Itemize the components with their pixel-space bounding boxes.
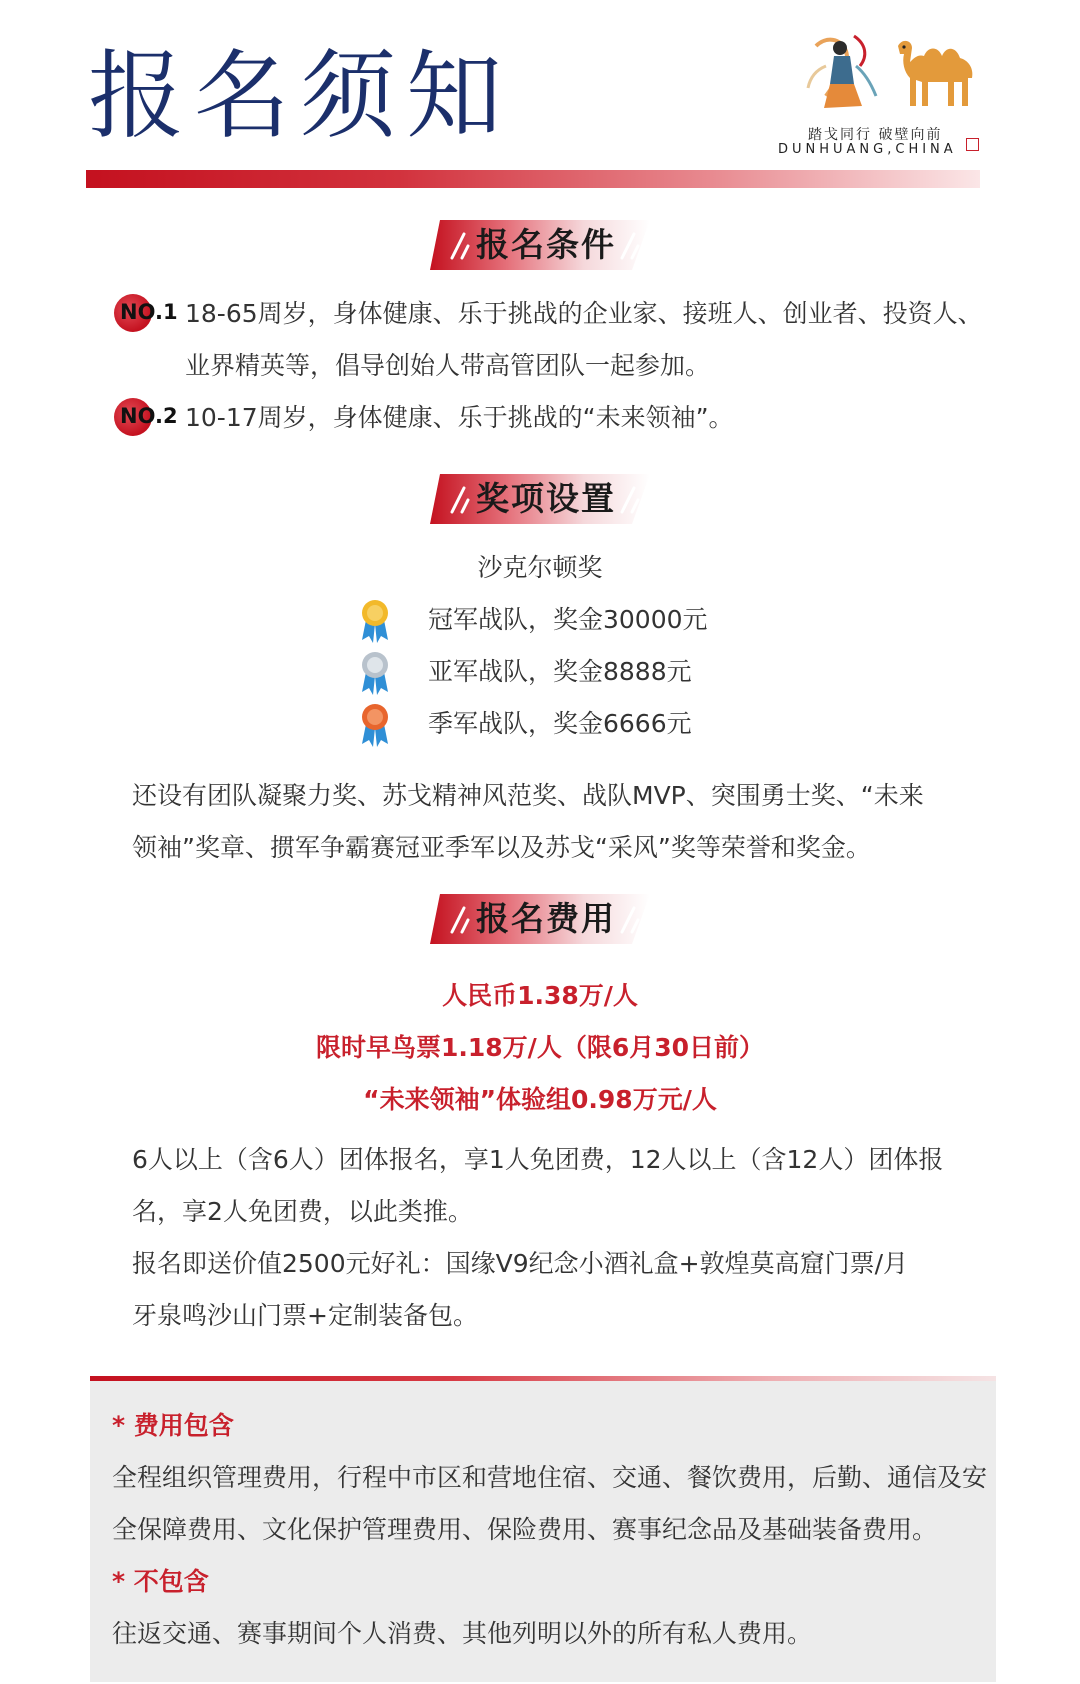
included-heading: * 费用包含 [112, 1411, 234, 1440]
brand-subtitle: DUNHUANG,CHINA [778, 142, 957, 157]
brand-slogan: 踏戈同行 破壁向前 [808, 127, 943, 143]
condition-line: 业界精英等，倡导创始人带高管团队一起参加。 [185, 351, 711, 380]
badge-label: NO.1 [120, 300, 178, 324]
section-banner-conditions [426, 216, 658, 274]
group-discount-line: 名，享2人免团费，以此类推。 [132, 1197, 473, 1226]
badge-label: NO.2 [120, 404, 178, 428]
other-awards-line: 还设有团队凝聚力奖、苏戈精神风范奖、战队MVP、突围勇士奖、“未来 [132, 781, 924, 810]
fee-price: 限时早鸟票1.18万/人（限6月30日前） [316, 1033, 764, 1062]
group-discount-line: 6人以上（含6人）团体报名，享1人免团费，12人以上（含12人）团体报 [132, 1145, 944, 1174]
section-banner-fees [426, 890, 658, 948]
excluded-line: 往返交通、赛事期间个人消费、其他列明以外的所有私人费用。 [112, 1619, 813, 1648]
gift-line: 牙泉鸣沙山门票+定制装备包。 [132, 1301, 478, 1330]
fee-price: “未来领袖”体验组0.98万元/人 [363, 1085, 717, 1114]
bronze-medal-icon [358, 702, 392, 748]
seal-icon [966, 138, 979, 151]
prize-text: 冠军战队，奖金30000元 [428, 605, 708, 634]
condition-line: 18-65周岁，身体健康、乐于挑战的企业家、接班人、创业者、投资人、 [185, 299, 983, 328]
gold-medal-icon [358, 598, 392, 644]
section-title: 报名条件 [476, 225, 616, 264]
included-line: 全保障费用、文化保护管理费用、保险费用、赛事纪念品及基础装备费用。 [112, 1515, 938, 1544]
other-awards-line: 领袖”奖章、掼军争霸赛冠亚季军以及苏戈“采风”奖等荣誉和奖金。 [132, 833, 871, 862]
camel-icon [888, 32, 984, 112]
condition-line: 10-17周岁，身体健康、乐于挑战的“未来领袖”。 [185, 403, 734, 432]
apsara-illustration-icon [796, 26, 886, 116]
section-title: 报名费用 [476, 899, 616, 938]
gift-line: 报名即送价值2500元好礼：国缘V9纪念小酒礼盒+敦煌莫高窟门票/月 [132, 1249, 909, 1278]
section-banner-awards [426, 470, 658, 528]
included-line: 全程组织管理费用，行程中市区和营地住宿、交通、餐饮费用，后勤、通信及安 [112, 1463, 988, 1492]
award-name: 沙克尔顿奖 [477, 553, 603, 582]
silver-medal-icon [358, 650, 392, 696]
fee-price: 人民币1.38万/人 [442, 981, 638, 1010]
no-badge [114, 396, 178, 438]
header-divider-bar [86, 170, 980, 188]
brand-logo [770, 26, 990, 161]
cost-box-divider [90, 1376, 996, 1381]
page-title: 报名须知 [88, 40, 512, 152]
no-badge [114, 292, 178, 334]
prize-text: 季军战队，奖金6666元 [428, 709, 692, 738]
prize-text: 亚军战队，奖金8888元 [428, 657, 692, 686]
section-title: 奖项设置 [476, 479, 616, 518]
excluded-heading: * 不包含 [112, 1567, 209, 1596]
